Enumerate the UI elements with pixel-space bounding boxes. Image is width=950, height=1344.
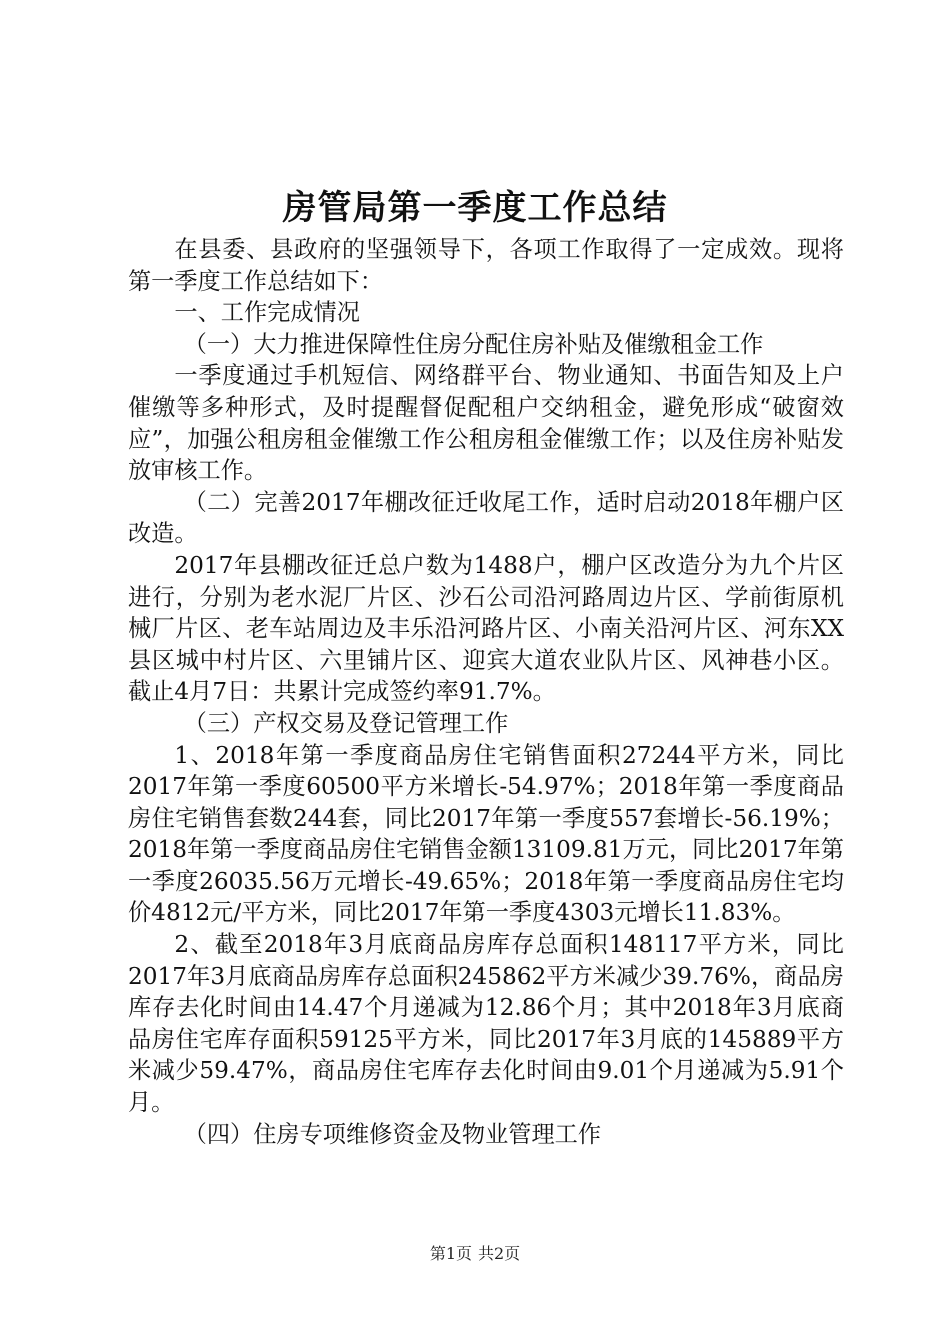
paragraph: 2017年县棚改征迁总户数为1488户，棚户区改造分为九个片区进行，分别为老水泥厂片区、沙石公司沿河路周边片区、学前街原机械厂片区、老车站周边及丰乐沿河路片区、小南关沿河片区、河东XX县区城中村片区、六里铺片区、迎宾大道农业队片区、风神巷小区。截止4月7日：共累计完成签约率91.7%。 bbox=[128, 551, 844, 706]
section-heading: 一、工作完成情况 bbox=[174, 299, 360, 327]
document-title: 房管局第一季度工作总结 bbox=[282, 188, 668, 228]
paragraph: 1、2018年第一季度商品房住宅销售面积27244平方米，同比2017年第一季度60500平方米增长-54.97%；2018年第一季度商品房住宅销售套数244套，同比2017年第一季度557套增长-56.19%；2018年第一季度商品房住宅销售金额13109.81万元，同比2017年第一季度26035.56万元增长-49.65%；2018年第一季度商品房住宅均价4812元/平方米，同比2017年第一季度4303元增长11.83%。 bbox=[128, 741, 844, 927]
page-footer bbox=[0, 1242, 950, 1266]
subsection-heading: （一）大力推进保障性住房分配住房补贴及催缴租金工作 bbox=[183, 330, 764, 358]
subsection-heading: （二）完善2017年棚改征迁收尾工作，适时启动2018年棚户区改造。 bbox=[128, 488, 844, 548]
subsection-heading: （三）产权交易及登记管理工作 bbox=[183, 709, 509, 737]
paragraph-intro: 在县委、县政府的坚强领导下，各项工作取得了一定成效。现将第一季度工作总结如下： bbox=[128, 236, 844, 295]
paragraph: 2、截至2018年3月底商品房库存总面积148117平方米，同比2017年3月底商品房库存总面积245862平方米减少39.76%，商品房库存去化时间由14.47个月递减为12.86个月；其中2018年3月底商品房住宅库存面积59125平方米，同比2017年3月底的145889平方米减少59.47%，商品房住宅库存去化时间由9.01个月递减为5.91个月。 bbox=[128, 931, 844, 1117]
page-total: 共2页 bbox=[478, 1244, 521, 1263]
document-body bbox=[128, 234, 844, 1150]
page-number: 第1页 bbox=[429, 1244, 472, 1263]
paragraph: 一季度通过手机短信、网络群平台、物业通知、书面告知及上户催缴等多种形式，及时提醒督促配租户交纳租金，避免形成“破窗效应”，加强公租房租金催缴工作公租房租金催缴工作；以及住房补贴发放审核工作。 bbox=[128, 362, 844, 485]
subsection-heading: （四）住房专项维修资金及物业管理工作 bbox=[183, 1120, 602, 1148]
